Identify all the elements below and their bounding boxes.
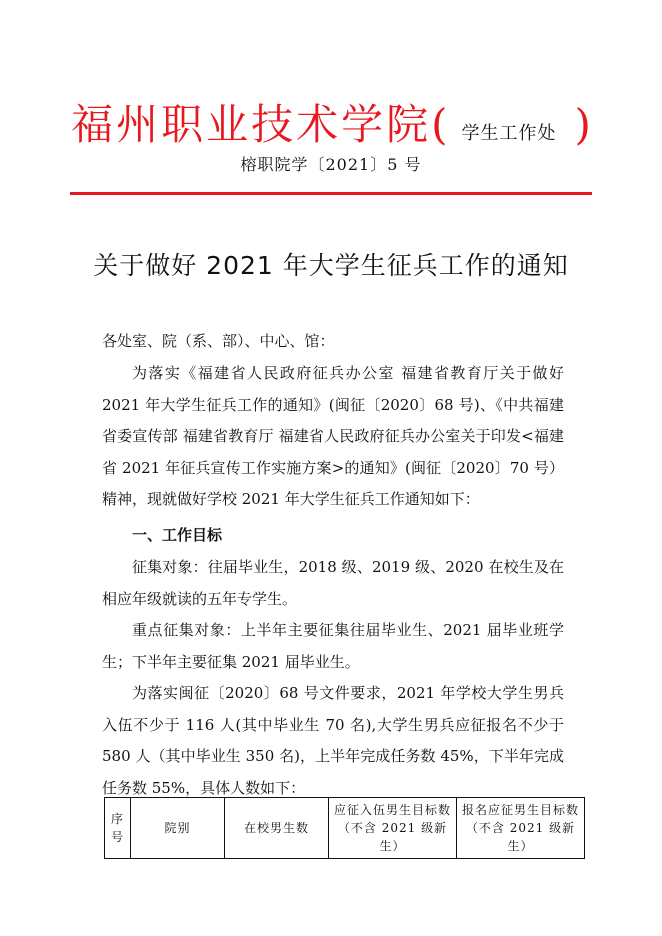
quota-text: 为落实闽征〔2020〕68 号文件要求，2021 年学校大学生男兵入伍不少于 116 人(其中毕业生 70 名),大学生男兵应征报名不少于 580 人（其中毕业生 350 名)，上半年完成任务数 45%，下半年完成任务数 55%，具体人数如下： <box>102 684 564 797</box>
quota-paragraph <box>102 678 564 804</box>
intro-paragraph <box>102 358 564 516</box>
red-divider <box>70 192 592 195</box>
salutation: 各处室、院（系、部）、中心、馆： <box>102 332 335 350</box>
section-heading-goals: 一、工作目标 <box>132 526 223 544</box>
letterhead <box>0 92 662 152</box>
department-name: 学生工作处 <box>461 123 557 144</box>
key-target-paragraph <box>102 615 564 678</box>
col-header-male-students: 在校男生数 <box>225 798 329 859</box>
document-number: 榕职院学〔2021〕5 号 <box>240 155 422 174</box>
target-table <box>104 797 585 859</box>
notice-title: 关于做好 2021 年大学生征兵工作的通知 <box>93 251 569 280</box>
intro-text: 为落实《福建省人民政府征兵办公室 福建省教育厅关于做好 2021 年大学生征兵工作的通知》(闽征〔2020〕68 号)、《中共福建省委宣传部 福建省教育厅 福建省人民政府征兵办公室关于印发<福建省 2021 年征兵宣传工作实施方案>的通知》(闽征〔2020〕70 号）精神，现就做好学校 2021 年大学生征兵工作通知如下： <box>102 364 564 508</box>
key-target-text: 重点征集对象：上半年主要征集往届毕业生、2021 届毕业班学生；下半年主要征集 2021 届毕业生。 <box>102 621 564 671</box>
target-text: 征集对象：往届毕业生，2018 级、2019 级、2020 在校生及在相应年级就读的五年专学生。 <box>102 558 564 608</box>
col-header-college: 院别 <box>131 798 225 859</box>
close-paren: ) <box>574 100 591 149</box>
open-paren: ( <box>431 100 448 149</box>
table-header-row <box>105 798 585 859</box>
target-paragraph <box>102 552 564 615</box>
col-header-enlist-target: 应征入伍男生目标数（不含 2021 级新生） <box>329 798 457 859</box>
institution-name: 福州职业技术学院 <box>71 100 432 149</box>
col-header-index: 序号 <box>105 798 131 859</box>
col-header-registration-target: 报名应征男生目标数（不含 2021 级新生） <box>457 798 585 859</box>
